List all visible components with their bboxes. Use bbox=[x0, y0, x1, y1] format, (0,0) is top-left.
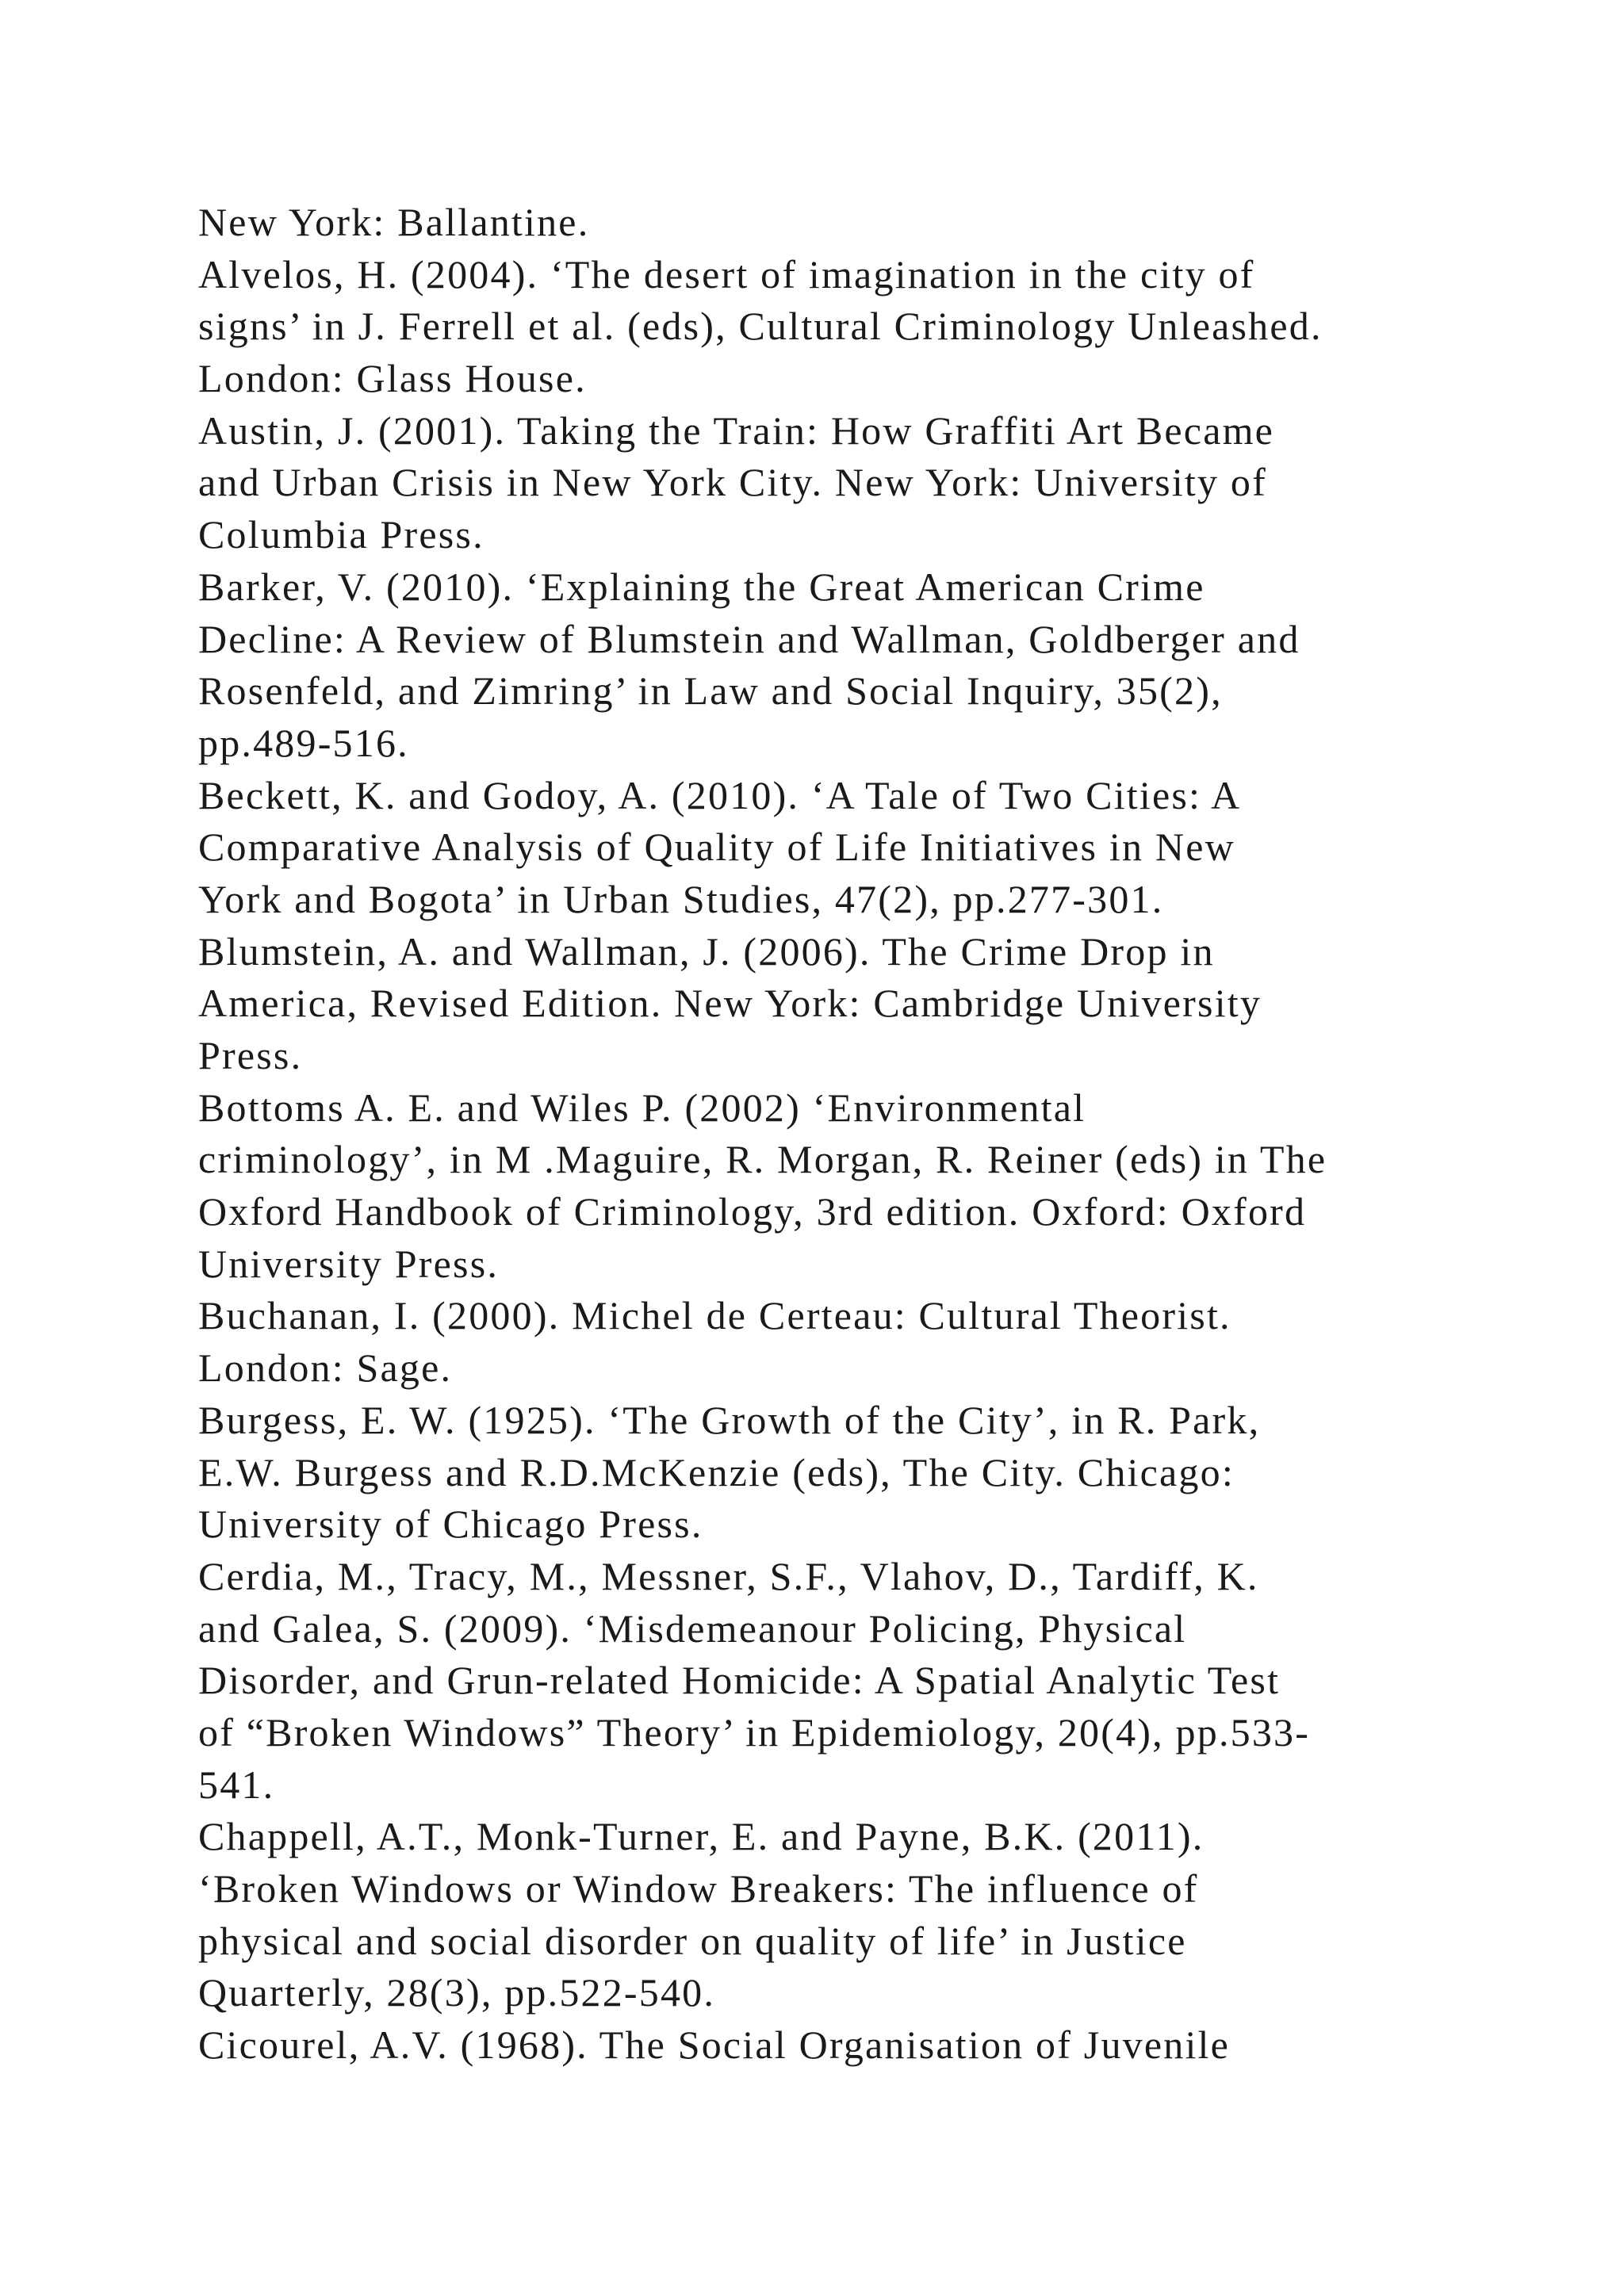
bibliography-text bbox=[198, 197, 1483, 2072]
text-line: New York: Ballantine. bbox=[198, 200, 590, 244]
text-line: Buchanan, I. (2000). Michel de Certeau: Cultural Theorist. bbox=[198, 1293, 1231, 1338]
text-line: Press. bbox=[198, 1033, 303, 1077]
text-line: Burgess, E. W. (1925). ‘The Growth of the City’, in R. Park, bbox=[198, 1397, 1261, 1442]
text-line: Oxford Handbook of Criminology, 3rd edition. Oxford: Oxford bbox=[198, 1189, 1307, 1234]
text-line: criminology’, in M .Maguire, R. Morgan, R. Reiner (eds) in The bbox=[198, 1137, 1327, 1182]
text-line: Columbia Press. bbox=[198, 512, 485, 557]
text-line: of “Broken Windows” Theory’ in Epidemiology, 20(4), pp.533- bbox=[198, 1709, 1311, 1755]
text-line: Blumstein, A. and Wallman, J. (2006). The Crime Drop in bbox=[198, 928, 1215, 974]
text-line: London: Glass House. bbox=[198, 356, 587, 401]
text-line: Comparative Analysis of Quality of Life Initiatives in New bbox=[198, 825, 1235, 870]
text-line: 541. bbox=[198, 1762, 275, 1807]
text-line: signs’ in J. Ferrell et al. (eds), Cultural Criminology Unleashed. bbox=[198, 304, 1323, 349]
text-line: E.W. Burgess and R.D.McKenzie (eds), The City. Chicago: bbox=[198, 1449, 1235, 1494]
text-line: University of Chicago Press. bbox=[198, 1502, 703, 1547]
text-line: Chappell, A.T., Monk-Turner, E. and Payne, B.K. (2011). bbox=[198, 1814, 1205, 1859]
text-line: Quarterly, 28(3), pp.522-540. bbox=[198, 1970, 716, 2015]
text-line: Cerdia, M., Tracy, M., Messner, S.F., Vlahov, D., Tardiff, K. bbox=[198, 1553, 1259, 1598]
text-line: Decline: A Review of Blumstein and Wallman, Goldberger and bbox=[198, 616, 1300, 661]
text-line: University Press. bbox=[198, 1241, 500, 1286]
text-line: Barker, V. (2010). ‘Explaining the Great American Crime bbox=[198, 564, 1205, 609]
text-line: America, Revised Edition. New York: Cambridge University bbox=[198, 981, 1262, 1026]
text-line: York and Bogota’ in Urban Studies, 47(2), pp.277-301. bbox=[198, 876, 1164, 921]
text-line: pp.489-516. bbox=[198, 720, 409, 765]
text-line: Austin, J. (2001). Taking the Train: How Graffiti Art Became bbox=[198, 408, 1275, 453]
text-line: ‘Broken Windows or Window Breakers: The influence of bbox=[198, 1866, 1199, 1911]
text-line: Beckett, K. and Godoy, A. (2010). ‘A Tale of Two Cities: A bbox=[198, 772, 1242, 817]
text-line: and Galea, S. (2009). ‘Misdemeanour Policing, Physical bbox=[198, 1605, 1187, 1651]
text-line: Disorder, and Grun-related Homicide: A Spatial Analytic Test bbox=[198, 1658, 1281, 1703]
text-line: Bottoms A. E. and Wiles P. (2002) ‘Environmental bbox=[198, 1085, 1086, 1130]
text-line: Rosenfeld, and Zimring’ in Law and Social Inquiry, 35(2), bbox=[198, 668, 1223, 714]
text-line: London: Sage. bbox=[198, 1345, 453, 1391]
text-line: and Urban Crisis in New York City. New York: University of bbox=[198, 460, 1267, 505]
text-line: Alvelos, H. (2004). ‘The desert of imagination in the city of bbox=[198, 251, 1255, 297]
text-line: Cicourel, A.V. (1968). The Social Organisation of Juvenile bbox=[198, 2022, 1231, 2068]
text-line: physical and social disorder on quality of life’ in Justice bbox=[198, 1918, 1187, 1963]
